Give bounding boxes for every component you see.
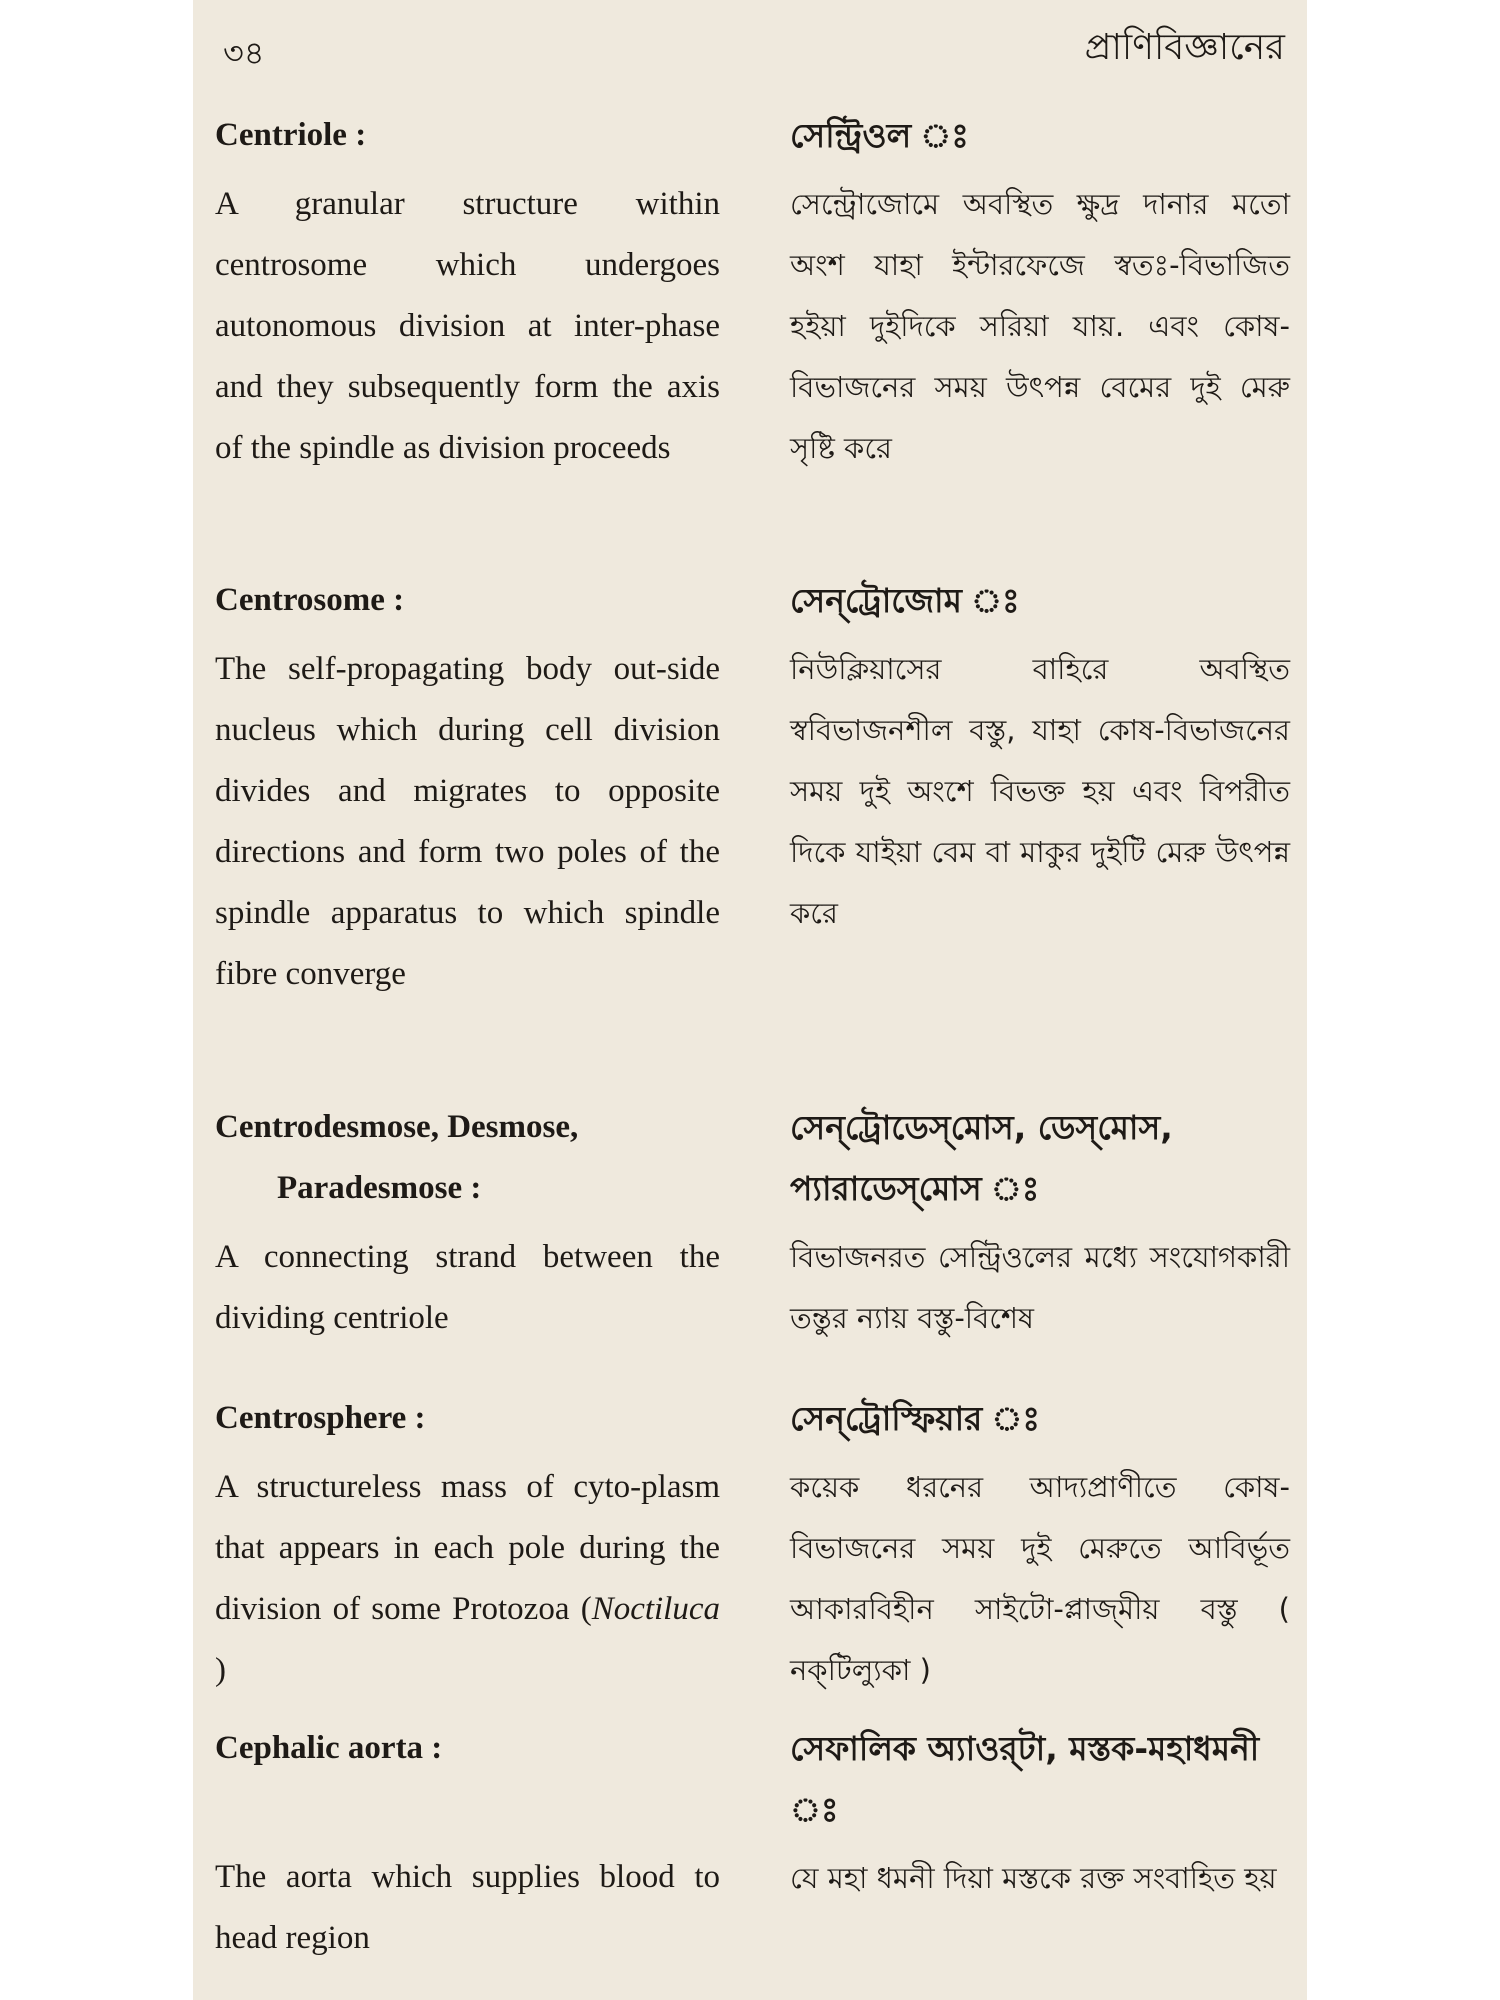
definition-en-close: ) (215, 1652, 226, 1688)
dictionary-page (193, 0, 1307, 2000)
definition-bn: কয়েক ধরনের আদ্যপ্রাণীতে কোষ-বিভাজনের সময় দুই মেরুতে আবির্ভূত আকারবিহীন সাইটো-প্লাজ্‌মীয় বস্তু ( নক্‌টিল্যুকা ) (790, 1470, 1290, 1687)
term-bn-continued: প্যারাডেস্‌মোস ঃ (790, 1169, 1040, 1208)
term-bn: সেফালিক অ্যাওর্‌টা, মস্তক-মহাধমনী ঃ (790, 1729, 1260, 1829)
definition-bn: নিউক্লিয়াসের বাহিরে অবস্থিত স্ববিভাজনশীল বস্তু, যাহা কোষ-বিভাজনের সময় দুই অংশে বিভক্ত হয় এবং বিপরীত দিকে যাইয়া বেম বা মাকুর দুইটি মেরু উৎপন্ন করে (790, 652, 1290, 930)
definition-en: A granular structure within centrosome which undergoes autonomous division at inter-phase and they subsequently form the axis of the spindle as division proceeds (215, 186, 720, 466)
entry-centrosphere-bn (790, 1388, 1290, 1701)
term-en: Centrosome : (215, 582, 405, 618)
entry-centrodesmose-bn (790, 1097, 1290, 1349)
definition-en: The aorta which supplies blood to head region (215, 1859, 720, 1956)
running-header: প্রাণিবিজ্ঞানের (1084, 27, 1285, 68)
entry-centriole-bn (790, 105, 1290, 479)
definition-bn: সেন্ট্রোজোমে অবস্থিত ক্ষুদ্র দানার মতো অংশ যাহা ইন্টারফেজে স্বতঃ-বিভাজিত হইয়া দুইদিকে সরিয়া যায়. এবং কোষ-বিভাজনের সময় উৎপন্ন বেমের দুই মেরু সৃষ্টি করে (790, 187, 1290, 465)
entry-centriole-en (215, 105, 720, 479)
term-bn: সেন্‌ট্রোজোম ঃ (790, 581, 1020, 620)
entry-centrosphere-en (215, 1388, 720, 1701)
definition-en (215, 1457, 720, 1701)
term-en: Centrodesmose, Desmose, (215, 1109, 579, 1145)
definition-en-text: A structureless mass of cyto-plasm that appears in each pole during the division of some Protozoa ( (215, 1469, 720, 1627)
term-en: Cephalic aorta : (215, 1730, 443, 1766)
term-bn: সেন্‌ট্রোডেস্‌মোস, ডেস্‌মোস, (790, 1108, 1173, 1147)
definition-en: The self-propagating body out-side nucleus which during cell division divides and migrates to opposite directions and form two poles of the spindle apparatus to which spindle fibre converge (215, 651, 720, 992)
entry-centrosome-en (215, 570, 720, 1005)
page-number: ৩৪ (223, 35, 265, 71)
entry-cephalic-aorta-en (215, 1718, 720, 1969)
term-bn: সেন্ট্রিওল ঃ (790, 116, 969, 155)
term-en: Centrosphere : (215, 1400, 426, 1436)
definition-bn: বিভাজনরত সেন্ট্রিওলের মধ্যে সংযোগকারী তন্তুর ন্যায় বস্তু-বিশেষ (790, 1240, 1290, 1335)
species-name: Noctiluca (591, 1591, 720, 1627)
term-en-continued: Paradesmose : (277, 1170, 482, 1206)
definition-bn: যে মহা ধমনী দিয়া মস্তকে রক্ত সংবাহিত হয় (790, 1861, 1277, 1895)
entry-centrodesmose-en (215, 1097, 720, 1349)
term-en: Centriole : (215, 117, 367, 153)
entry-cephalic-aorta-bn (790, 1718, 1290, 1909)
term-bn: সেন্‌ট্রোস্ফিয়ার ঃ (790, 1399, 1040, 1438)
entry-centrosome-bn (790, 570, 1290, 944)
definition-en: A connecting strand between the dividing centriole (215, 1239, 720, 1336)
